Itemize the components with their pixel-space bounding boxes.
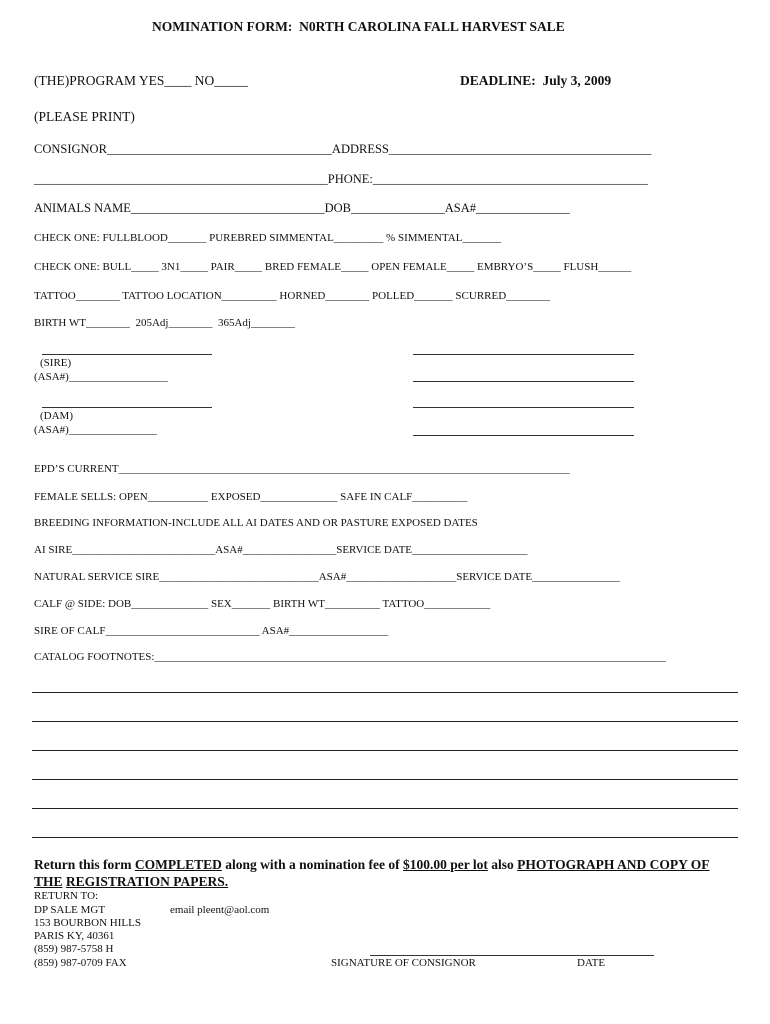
footnote-line[interactable]: [32, 750, 738, 751]
check-one-breed-field[interactable]: CHECK ONE: FULLBLOOD_______ PUREBRED SIMMENTAL_________ % SIMMENTAL_______: [34, 232, 501, 244]
footnote-line[interactable]: [32, 692, 738, 693]
female-sells-field[interactable]: FEMALE SELLS: OPEN___________ EXPOSED______________ SAFE IN CALF__________: [34, 491, 468, 503]
phone-field[interactable]: _______________________________________________PHONE:____________________________________________: [34, 172, 648, 186]
animals-name-field[interactable]: ANIMALS NAME_______________________________DOB_______________ASA#_______________: [34, 201, 570, 215]
pedigree-line-2[interactable]: [413, 381, 634, 382]
address-city: PARIS KY, 40361: [34, 930, 115, 942]
natural-service-field[interactable]: NATURAL SERVICE SIRE_____________________________ASA#____________________SERVICE DATE________________: [34, 571, 621, 583]
signature-label: SIGNATURE OF CONSIGNOR: [331, 957, 476, 969]
sire-label: (SIRE): [40, 357, 72, 369]
pedigree-line-3[interactable]: [413, 407, 634, 408]
sire-asa-field[interactable]: (ASA#)__________________: [34, 371, 168, 383]
epd-field[interactable]: EPD’S CURRENT__________________________________________________________________________________: [34, 463, 570, 475]
birth-weight-field[interactable]: BIRTH WT________ 205Adj________ 365Adj________: [34, 317, 295, 329]
pedigree-line-4[interactable]: [413, 435, 634, 436]
pedigree-line-1[interactable]: [413, 354, 634, 355]
dam-asa-field[interactable]: (ASA#)________________: [34, 424, 157, 436]
catalog-footnotes-field[interactable]: CATALOG FOOTNOTES:_____________________________________________________________________________________________: [34, 651, 666, 663]
deadline: DEADLINE: July 3, 2009: [460, 73, 612, 88]
date-label: DATE: [577, 957, 606, 969]
breeding-info-heading: BREEDING INFORMATION-INCLUDE ALL AI DATES AND OR PASTURE EXPOSED DATES: [34, 517, 478, 529]
phone-fax: (859) 987-0709 FAX: [34, 957, 127, 969]
footnote-line[interactable]: [32, 837, 738, 838]
tattoo-field[interactable]: TATTOO________ TATTOO LOCATION__________ HORNED________ POLLED_______ SCURRED________: [34, 290, 551, 302]
dam-label: (DAM): [40, 410, 73, 422]
program-line[interactable]: (THE)PROGRAM YES____ NO_____: [34, 73, 249, 88]
signature-line[interactable]: [370, 955, 654, 956]
calf-at-side-field[interactable]: CALF @ SIDE: DOB______________ SEX_______ BIRTH WT__________ TATTOO____________: [34, 598, 491, 610]
footnote-line[interactable]: [32, 808, 738, 809]
form-title: NOMINATION FORM: N0RTH CAROLINA FALL HARVEST SALE: [152, 19, 565, 34]
email-address: email pleent@aol.com: [170, 904, 270, 916]
phone-home: (859) 987-5758 H: [34, 943, 114, 955]
address-street: 153 BOURBON HILLS: [34, 917, 141, 929]
consignor-address-field[interactable]: CONSIGNOR____________________________________ADDRESS__________________________________________: [34, 142, 652, 156]
dam-name-line[interactable]: [42, 407, 212, 408]
ai-sire-field[interactable]: AI SIRE__________________________ASA#_________________SERVICE DATE_____________________: [34, 544, 528, 556]
check-one-type-field[interactable]: CHECK ONE: BULL_____ 3N1_____ PAIR_____ BRED FEMALE_____ OPEN FEMALE_____ EMBRYO’S_____ FLUSH______: [34, 261, 632, 273]
return-instructions: Return this form COMPLETED along with a nomination fee of $100.00 per lot also PHOTOGRAPH AND COPY OF: [34, 857, 710, 872]
please-print: (PLEASE PRINT): [34, 109, 135, 124]
return-instructions-cont: THE REGISTRATION PAPERS.: [34, 874, 229, 889]
sire-name-line[interactable]: [42, 354, 212, 355]
footnote-line[interactable]: [32, 779, 738, 780]
return-to-label: RETURN TO:: [34, 890, 99, 902]
sire-of-calf-field[interactable]: SIRE OF CALF____________________________ ASA#__________________: [34, 625, 389, 637]
address-name: DP SALE MGT: [34, 904, 106, 916]
footnote-line[interactable]: [32, 721, 738, 722]
